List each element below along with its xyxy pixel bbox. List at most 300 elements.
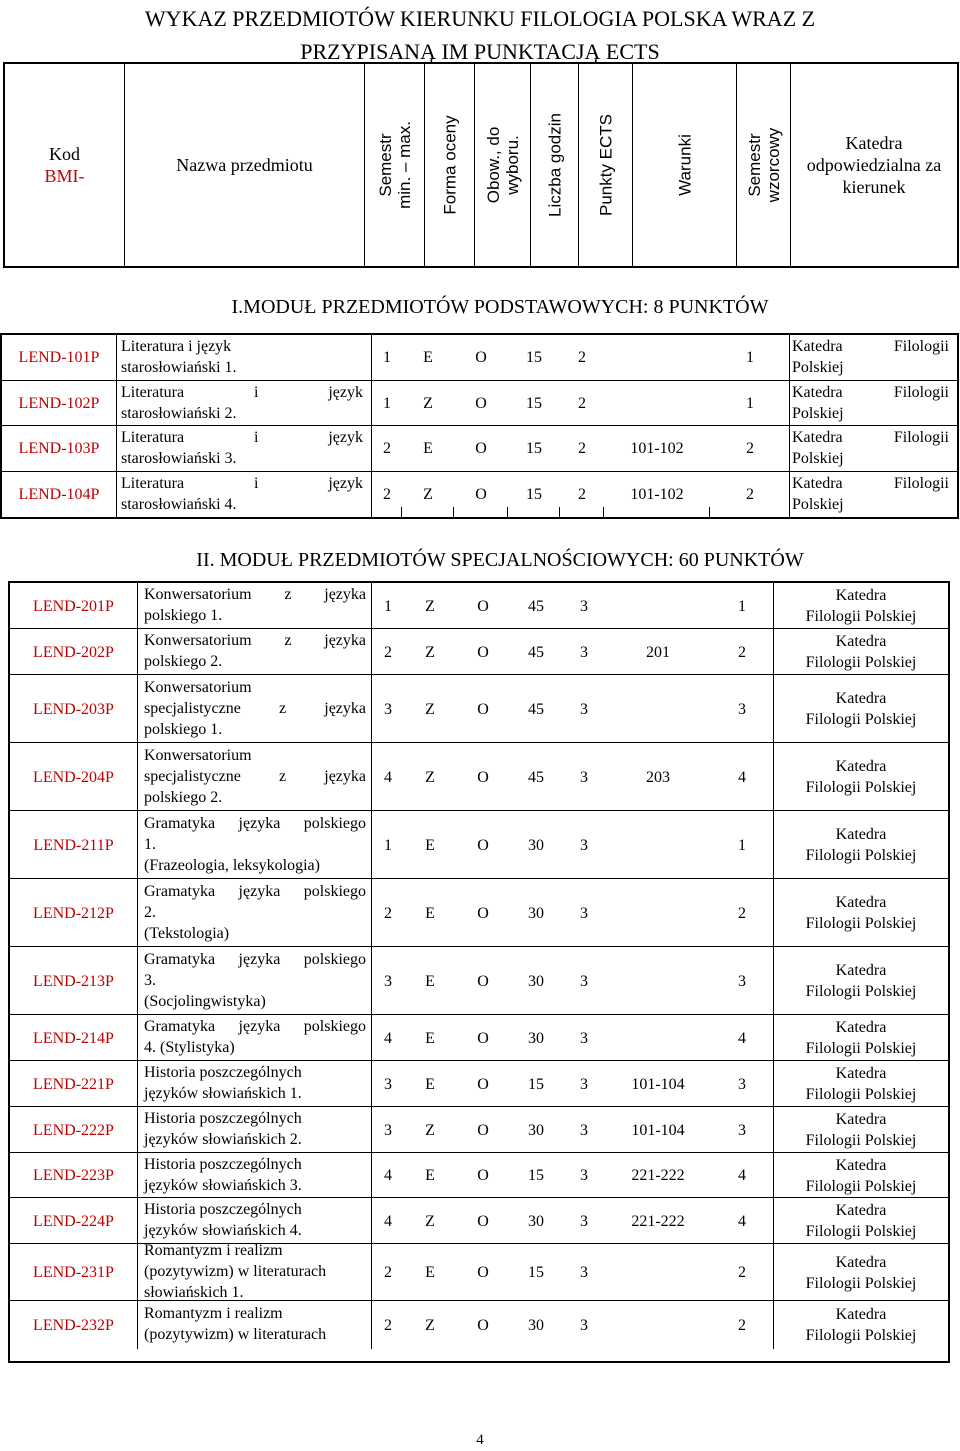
subject-code: LEND-203P xyxy=(33,700,114,718)
header-warunki xyxy=(633,64,737,266)
value-godz: 15 xyxy=(528,1264,544,1281)
module2-table xyxy=(8,581,950,1363)
katedra-line-2: Polskiej xyxy=(792,404,844,422)
table-row-name-cell xyxy=(117,426,372,472)
katedra-line-2: Filologii Polskiej xyxy=(805,711,917,728)
title-line-2: PRZYPISANĄ IM PUNKTACJĄ ECTS xyxy=(300,39,660,64)
table-row-name-cell xyxy=(138,675,372,743)
table-row-name-cell xyxy=(138,1198,372,1244)
value-ects: 3 xyxy=(580,972,588,990)
table-row-katedra-cell xyxy=(774,675,948,743)
subject-name-line: specjalistyczne z języka xyxy=(144,699,366,717)
value-sem: 2 xyxy=(384,1316,392,1334)
subject-name-line: (pozytywizm) w literaturach xyxy=(144,1263,327,1280)
table-row-katedra-cell xyxy=(774,1061,948,1107)
value-obow: O xyxy=(477,1264,489,1281)
table-row-name-cell xyxy=(138,1015,372,1061)
katedra-line-2: Filologii Polskiej xyxy=(805,779,917,796)
subject-name-line: 4. (Stylistyka) xyxy=(144,1039,235,1056)
table-row-katedra-cell xyxy=(790,335,957,381)
value-ects: 3 xyxy=(580,904,588,922)
header-katedra-line-1: Katedra xyxy=(845,133,903,153)
subject-name-line-2: starosłowiański 1. xyxy=(121,359,237,376)
table-row-name-cell xyxy=(117,472,372,518)
table-row-code-cell xyxy=(10,1198,138,1244)
value-obow: O xyxy=(477,1075,489,1093)
table-row-values-cell xyxy=(372,1244,774,1301)
value-sem: 2 xyxy=(383,440,391,457)
header-forma-label: Forma oceny xyxy=(440,115,459,215)
value-wz: 1 xyxy=(738,597,746,615)
katedra-line-1: Katedra xyxy=(835,894,887,911)
header-punkty xyxy=(579,64,633,266)
subject-name-line: Konwersatorium z języka xyxy=(144,632,366,649)
katedra-line-2: Polskiej xyxy=(792,495,844,513)
subject-code: LEND-104P xyxy=(18,485,100,503)
subject-name-line: 2. xyxy=(144,903,156,921)
value-obow: O xyxy=(475,394,487,412)
subject-code: LEND-231P xyxy=(33,1264,114,1281)
subject-code: LEND-103P xyxy=(18,440,100,457)
value-forma: E xyxy=(423,440,433,457)
table-row-values-cell xyxy=(372,811,774,879)
value-ects: 3 xyxy=(580,1316,588,1334)
table-row-katedra-cell xyxy=(790,381,957,427)
value-forma: Z xyxy=(423,485,433,503)
value-sem: 4 xyxy=(384,768,392,786)
subject-name-line: 3. xyxy=(144,971,156,989)
katedra-line-1: Katedra xyxy=(835,1156,887,1174)
subject-code: LEND-101P xyxy=(18,349,100,366)
value-godz: 30 xyxy=(528,972,544,990)
katedra-line-1: Katedra xyxy=(835,1111,887,1128)
header-semestr-minmax-label: Semestr min. – max. xyxy=(375,121,414,209)
value-obow: O xyxy=(477,836,489,854)
value-sem: 3 xyxy=(384,700,392,718)
value-warunki: 203 xyxy=(646,768,670,786)
value-ects: 3 xyxy=(580,836,588,854)
subject-name-line: polskiego 2. xyxy=(144,788,223,806)
subject-name-line: Gramatyka języka polskiego xyxy=(144,1018,366,1035)
page-number: 4 xyxy=(476,1432,484,1448)
subject-name-line: Historia poszczególnych xyxy=(144,1064,302,1081)
header-table xyxy=(3,62,959,268)
value-wz: 1 xyxy=(746,349,754,366)
value-forma: E xyxy=(425,1264,435,1281)
subject-name-line-2: starosłowiański 4. xyxy=(121,495,237,513)
katedra-line-1: Katedra xyxy=(835,1202,887,1219)
value-wz: 1 xyxy=(738,836,746,854)
subject-name-line: 1. xyxy=(144,835,156,853)
table-row-name-cell xyxy=(138,1244,372,1301)
katedra-line-1: Katedra xyxy=(835,690,887,707)
subject-name-line-2: starosłowiański 2. xyxy=(121,404,237,422)
value-obow: O xyxy=(475,440,487,457)
value-ects: 2 xyxy=(578,440,586,457)
table-row-values-cell xyxy=(372,1198,774,1244)
subject-name-line: języków słowiańskich 1. xyxy=(144,1085,302,1102)
table-row-name-cell xyxy=(138,1301,372,1349)
value-ects: 3 xyxy=(580,643,588,661)
grid-line xyxy=(508,507,560,517)
value-forma: Z xyxy=(425,1212,435,1230)
table-row-values-cell xyxy=(372,583,774,629)
value-godz: 15 xyxy=(526,349,542,366)
katedra-line-1: Katedra xyxy=(792,383,843,401)
katedra-line-2: Filologii Polskiej xyxy=(805,847,917,864)
value-obow: O xyxy=(477,1167,489,1184)
value-sem: 4 xyxy=(384,1212,392,1230)
table-row-values-cell xyxy=(372,1153,774,1198)
value-wz: 3 xyxy=(738,972,746,990)
value-forma: E xyxy=(425,972,435,990)
header-liczba-label: Liczba godzin xyxy=(545,113,564,217)
katedra-line-1: Katedra xyxy=(835,1065,887,1082)
module1-table xyxy=(0,333,959,519)
subject-code: LEND-211P xyxy=(33,836,114,854)
table-row-name-cell xyxy=(138,1107,372,1153)
katedra-line-1: Katedra xyxy=(835,587,887,604)
table-row-katedra-cell xyxy=(774,583,948,629)
value-sem: 3 xyxy=(384,1121,392,1139)
value-forma: E xyxy=(423,349,433,366)
table-row-katedra-cell xyxy=(790,472,957,518)
subject-name-line: (Socjolingwistyka) xyxy=(144,992,266,1010)
title-line-1: WYKAZ PRZEDMIOTÓW KIERUNKU FILOLOGIA POLSKA WRAZ Z xyxy=(144,6,816,31)
value-wz: 2 xyxy=(738,904,746,922)
value-sem: 3 xyxy=(384,972,392,990)
header-semestr-wzorcowy-label: Semestr wzorcowy xyxy=(744,127,783,203)
header-semestr-wzorcowy xyxy=(737,64,791,266)
value-ects: 2 xyxy=(578,349,586,366)
value-warunki: 101-102 xyxy=(630,440,684,457)
value-obow: O xyxy=(475,485,487,503)
table-row-name-cell xyxy=(138,811,372,879)
value-ects: 3 xyxy=(580,597,588,615)
value-warunki: 101-104 xyxy=(631,1121,685,1139)
subject-name-line-1: Literatura i język xyxy=(121,383,363,401)
header-warunki-label: Warunki xyxy=(675,134,694,196)
table-row-katedra-cell xyxy=(774,811,948,879)
table-row-katedra-cell xyxy=(774,1244,948,1301)
table-row-values-cell xyxy=(372,472,790,518)
value-sem: 1 xyxy=(383,349,391,366)
value-wz: 3 xyxy=(738,700,746,718)
subject-name-line: języków słowiańskich 3. xyxy=(144,1176,302,1194)
katedra-line-1: Katedra xyxy=(792,429,843,446)
value-obow: O xyxy=(477,972,489,990)
table-row-code-cell xyxy=(10,1301,138,1349)
katedra-line-2: Polskiej xyxy=(792,359,844,376)
value-forma: Z xyxy=(425,700,435,718)
value-sem: 3 xyxy=(384,1075,392,1093)
value-obow: O xyxy=(477,1029,489,1047)
subject-name-line: Historia poszczególnych xyxy=(144,1110,302,1127)
katedra-line-2: Filologii Polskiej xyxy=(805,915,917,932)
value-godz: 30 xyxy=(528,1121,544,1139)
table-row-katedra-cell xyxy=(774,629,948,675)
value-forma: E xyxy=(425,1029,435,1047)
value-obow: O xyxy=(477,1212,489,1230)
subject-name-line: (Frazeologia, leksykologia) xyxy=(144,856,320,874)
value-forma: Z xyxy=(425,597,435,615)
subject-name-line: Gramatyka języka polskiego xyxy=(144,950,366,968)
value-godz: 30 xyxy=(528,1212,544,1230)
katedra-line-2: Filologii Polskiej xyxy=(805,608,917,625)
table-row-values-cell xyxy=(372,1107,774,1153)
katedra-line-2: Polskiej xyxy=(792,450,844,467)
value-obow: O xyxy=(477,1316,489,1334)
table-row-name-cell xyxy=(138,879,372,947)
table-row-katedra-cell xyxy=(774,1301,948,1349)
value-ects: 3 xyxy=(580,768,588,786)
value-sem: 1 xyxy=(384,836,392,854)
value-forma: E xyxy=(425,1167,435,1184)
table-row-code-cell xyxy=(10,1061,138,1107)
header-katedra-line-3: kierunek xyxy=(842,177,906,197)
table-row-code-cell xyxy=(10,675,138,743)
table-row-name-cell xyxy=(117,335,372,381)
table-row-code-cell xyxy=(2,426,117,472)
katedra-line-1: Katedra xyxy=(835,758,887,775)
value-warunki: 101-104 xyxy=(631,1075,685,1093)
katedra-line-1: Katedra xyxy=(835,826,887,843)
table-row-values-cell xyxy=(372,629,774,675)
value-sem: 4 xyxy=(384,1029,392,1047)
header-katedra xyxy=(791,64,957,266)
subject-code: LEND-201P xyxy=(33,597,114,615)
value-godz: 45 xyxy=(528,643,544,661)
table-row-name-cell xyxy=(138,743,372,811)
katedra-line-1: Katedra xyxy=(792,474,843,492)
header-kod-label: Kod xyxy=(49,144,80,164)
value-obow: O xyxy=(477,1121,489,1139)
value-obow: O xyxy=(477,904,489,922)
katedra-line-2: Filologii Polskiej xyxy=(805,1274,917,1292)
header-obow xyxy=(475,64,531,266)
header-punkty-label: Punkty ECTS xyxy=(596,113,615,217)
value-forma: Z xyxy=(423,394,433,412)
katedra-line-1: Katedra xyxy=(835,1306,887,1323)
value-obow: O xyxy=(477,768,489,786)
table-row-code-cell xyxy=(2,381,117,427)
subject-code: LEND-221P xyxy=(33,1075,114,1093)
table-row-code-cell xyxy=(10,879,138,947)
value-forma: E xyxy=(425,836,435,854)
subject-name-line: Romantyzm i realizm xyxy=(144,1305,283,1322)
katedra-line-2: Filologii Polskiej xyxy=(805,983,917,1000)
table-row-code-cell xyxy=(10,583,138,629)
subject-name-line: Historia poszczególnych xyxy=(144,1201,302,1218)
subject-code: LEND-204P xyxy=(33,768,114,786)
header-bmi-label: BMI- xyxy=(44,166,85,186)
table-row-values-cell xyxy=(372,947,774,1015)
katedra-line-2: Filologii Polskiej xyxy=(805,1223,917,1240)
value-godz: 45 xyxy=(528,597,544,615)
katedra-line-1: Katedra xyxy=(792,338,843,355)
table-row-code-cell xyxy=(2,335,117,381)
table-row-katedra-cell xyxy=(774,1015,948,1061)
table-row-code-cell xyxy=(10,947,138,1015)
table-row-code-cell xyxy=(10,1244,138,1301)
table-row-katedra-cell xyxy=(774,1153,948,1198)
subject-name-line: polskiego 1. xyxy=(144,720,223,738)
subject-name-line: Gramatyka języka polskiego xyxy=(144,814,366,832)
table-row-name-cell xyxy=(138,1061,372,1107)
subject-name-line: polskiego 1. xyxy=(144,607,223,624)
value-ects: 2 xyxy=(578,394,586,412)
subject-name-line-2: starosłowiański 3. xyxy=(121,450,237,467)
table-row-name-cell xyxy=(138,583,372,629)
document-title xyxy=(0,2,960,68)
grid-line xyxy=(454,507,508,517)
header-nazwa-label: Nazwa przedmiotu xyxy=(176,155,313,175)
table-row-code-cell xyxy=(10,629,138,675)
subject-name-line: słowiańskich 1. xyxy=(144,1284,244,1301)
table-row-katedra-cell xyxy=(774,1198,948,1244)
value-ects: 2 xyxy=(578,485,586,503)
header-nazwa xyxy=(125,64,365,266)
table-row-name-cell xyxy=(138,1153,372,1198)
katedra-line-2: Filologii Polskiej xyxy=(805,1177,917,1195)
katedra-line-1b: Filologii xyxy=(893,474,949,492)
value-ects: 3 xyxy=(580,1264,588,1281)
value-warunki: 101-102 xyxy=(630,485,684,503)
subject-name-line: Romantyzm i realizm xyxy=(144,1242,283,1259)
grid-line xyxy=(560,507,604,517)
value-ects: 3 xyxy=(580,700,588,718)
value-godz: 30 xyxy=(528,904,544,922)
table-row-name-cell xyxy=(138,629,372,675)
katedra-line-2: Filologii Polskiej xyxy=(805,1327,917,1344)
table-row-values-cell xyxy=(372,675,774,743)
table-row-name-cell xyxy=(138,947,372,1015)
subject-name-line: języków słowiańskich 4. xyxy=(144,1222,302,1239)
subject-name-line: Gramatyka języka polskiego xyxy=(144,882,366,900)
header-obow-label: Obow., do wyboru. xyxy=(483,126,522,204)
katedra-line-1: Katedra xyxy=(835,1019,887,1036)
katedra-line-1: Katedra xyxy=(835,633,887,650)
katedra-line-2: Filologii Polskiej xyxy=(805,654,917,671)
katedra-line-1b: Filologii xyxy=(893,383,949,401)
value-sem: 2 xyxy=(384,1264,392,1281)
value-sem: 1 xyxy=(383,394,391,412)
value-wz: 4 xyxy=(738,1212,746,1230)
value-obow: O xyxy=(477,643,489,661)
value-warunki: 221-222 xyxy=(631,1167,685,1184)
value-wz: 3 xyxy=(738,1075,746,1093)
subject-name-line-1: Literatura i język xyxy=(121,474,363,492)
table-row-code-cell xyxy=(10,811,138,879)
table-row-values-cell xyxy=(372,743,774,811)
value-godz: 15 xyxy=(528,1075,544,1093)
value-wz: 1 xyxy=(746,394,754,412)
header-forma xyxy=(425,64,475,266)
value-obow: O xyxy=(477,700,489,718)
table-row-katedra-cell xyxy=(774,743,948,811)
value-wz: 3 xyxy=(738,1121,746,1139)
katedra-line-2: Filologii Polskiej xyxy=(805,1132,917,1149)
value-godz: 15 xyxy=(526,485,542,503)
subject-code: LEND-224P xyxy=(33,1212,114,1230)
value-forma: Z xyxy=(425,643,435,661)
value-wz: 4 xyxy=(738,1029,746,1047)
value-forma: Z xyxy=(425,1121,435,1139)
value-forma: Z xyxy=(425,768,435,786)
table-row-values-cell xyxy=(372,1061,774,1107)
subject-name-line: Historia poszczególnych xyxy=(144,1155,302,1173)
value-forma: E xyxy=(425,904,435,922)
value-sem: 2 xyxy=(384,643,392,661)
katedra-line-2: Filologii Polskiej xyxy=(805,1040,917,1057)
katedra-line-1: Katedra xyxy=(835,1253,887,1271)
subject-code: LEND-222P xyxy=(33,1121,114,1139)
subject-name-line-1: Literatura i język xyxy=(121,429,363,446)
header-liczba xyxy=(531,64,579,266)
value-godz: 45 xyxy=(528,700,544,718)
katedra-line-2: Filologii Polskiej xyxy=(805,1086,917,1103)
value-wz: 4 xyxy=(738,768,746,786)
subject-name-line: (Tekstologia) xyxy=(144,924,230,942)
table-row-values-cell xyxy=(372,1015,774,1061)
value-godz: 30 xyxy=(528,836,544,854)
subject-name-line: Konwersatorium xyxy=(144,746,252,764)
table-row-katedra-cell xyxy=(790,426,957,472)
subject-code: LEND-213P xyxy=(33,972,114,990)
module1-title: I.MODUŁ PRZEDMIOTÓW PODSTAWOWYCH: 8 PUNKTÓW xyxy=(231,296,769,318)
katedra-line-1: Katedra xyxy=(835,962,887,979)
subject-name-line: (pozytywizm) w literaturach xyxy=(144,1326,327,1343)
value-warunki: 221-222 xyxy=(631,1212,685,1230)
subject-name-line-1: Literatura i język xyxy=(121,338,232,355)
grid-line xyxy=(372,507,402,517)
value-ects: 3 xyxy=(580,1212,588,1230)
table-row-katedra-cell xyxy=(774,947,948,1015)
table-row-values-cell xyxy=(372,381,790,427)
table-row-name-cell xyxy=(117,381,372,427)
value-wz: 2 xyxy=(738,1264,746,1281)
value-ects: 3 xyxy=(580,1075,588,1093)
table-row-code-cell xyxy=(10,743,138,811)
value-forma: E xyxy=(425,1075,435,1093)
subject-code: LEND-223P xyxy=(33,1167,114,1184)
grid-line xyxy=(604,507,710,517)
value-ects: 3 xyxy=(580,1167,588,1184)
value-godz: 15 xyxy=(526,440,542,457)
grid-line xyxy=(402,507,454,517)
subject-code: LEND-202P xyxy=(33,643,114,661)
header-semestr-minmax xyxy=(365,64,425,266)
value-warunki: 201 xyxy=(646,643,670,661)
table-row-code-cell xyxy=(10,1015,138,1061)
value-godz: 15 xyxy=(528,1167,544,1184)
table-row-code-cell xyxy=(10,1107,138,1153)
subject-code: LEND-212P xyxy=(33,904,114,922)
value-godz: 30 xyxy=(528,1316,544,1334)
table-row-code-cell xyxy=(10,1153,138,1198)
value-obow: O xyxy=(475,349,487,366)
header-kod xyxy=(5,64,125,266)
table-row-values-cell xyxy=(372,426,790,472)
value-sem: 4 xyxy=(384,1167,392,1184)
subject-name-line: polskiego 2. xyxy=(144,653,223,670)
value-wz: 2 xyxy=(746,485,754,503)
value-wz: 2 xyxy=(746,440,754,457)
subject-name-line: Konwersatorium z języka xyxy=(144,586,366,603)
subject-code: LEND-102P xyxy=(18,394,100,412)
value-godz: 15 xyxy=(526,394,542,412)
subject-name-line: Konwersatorium xyxy=(144,678,252,696)
